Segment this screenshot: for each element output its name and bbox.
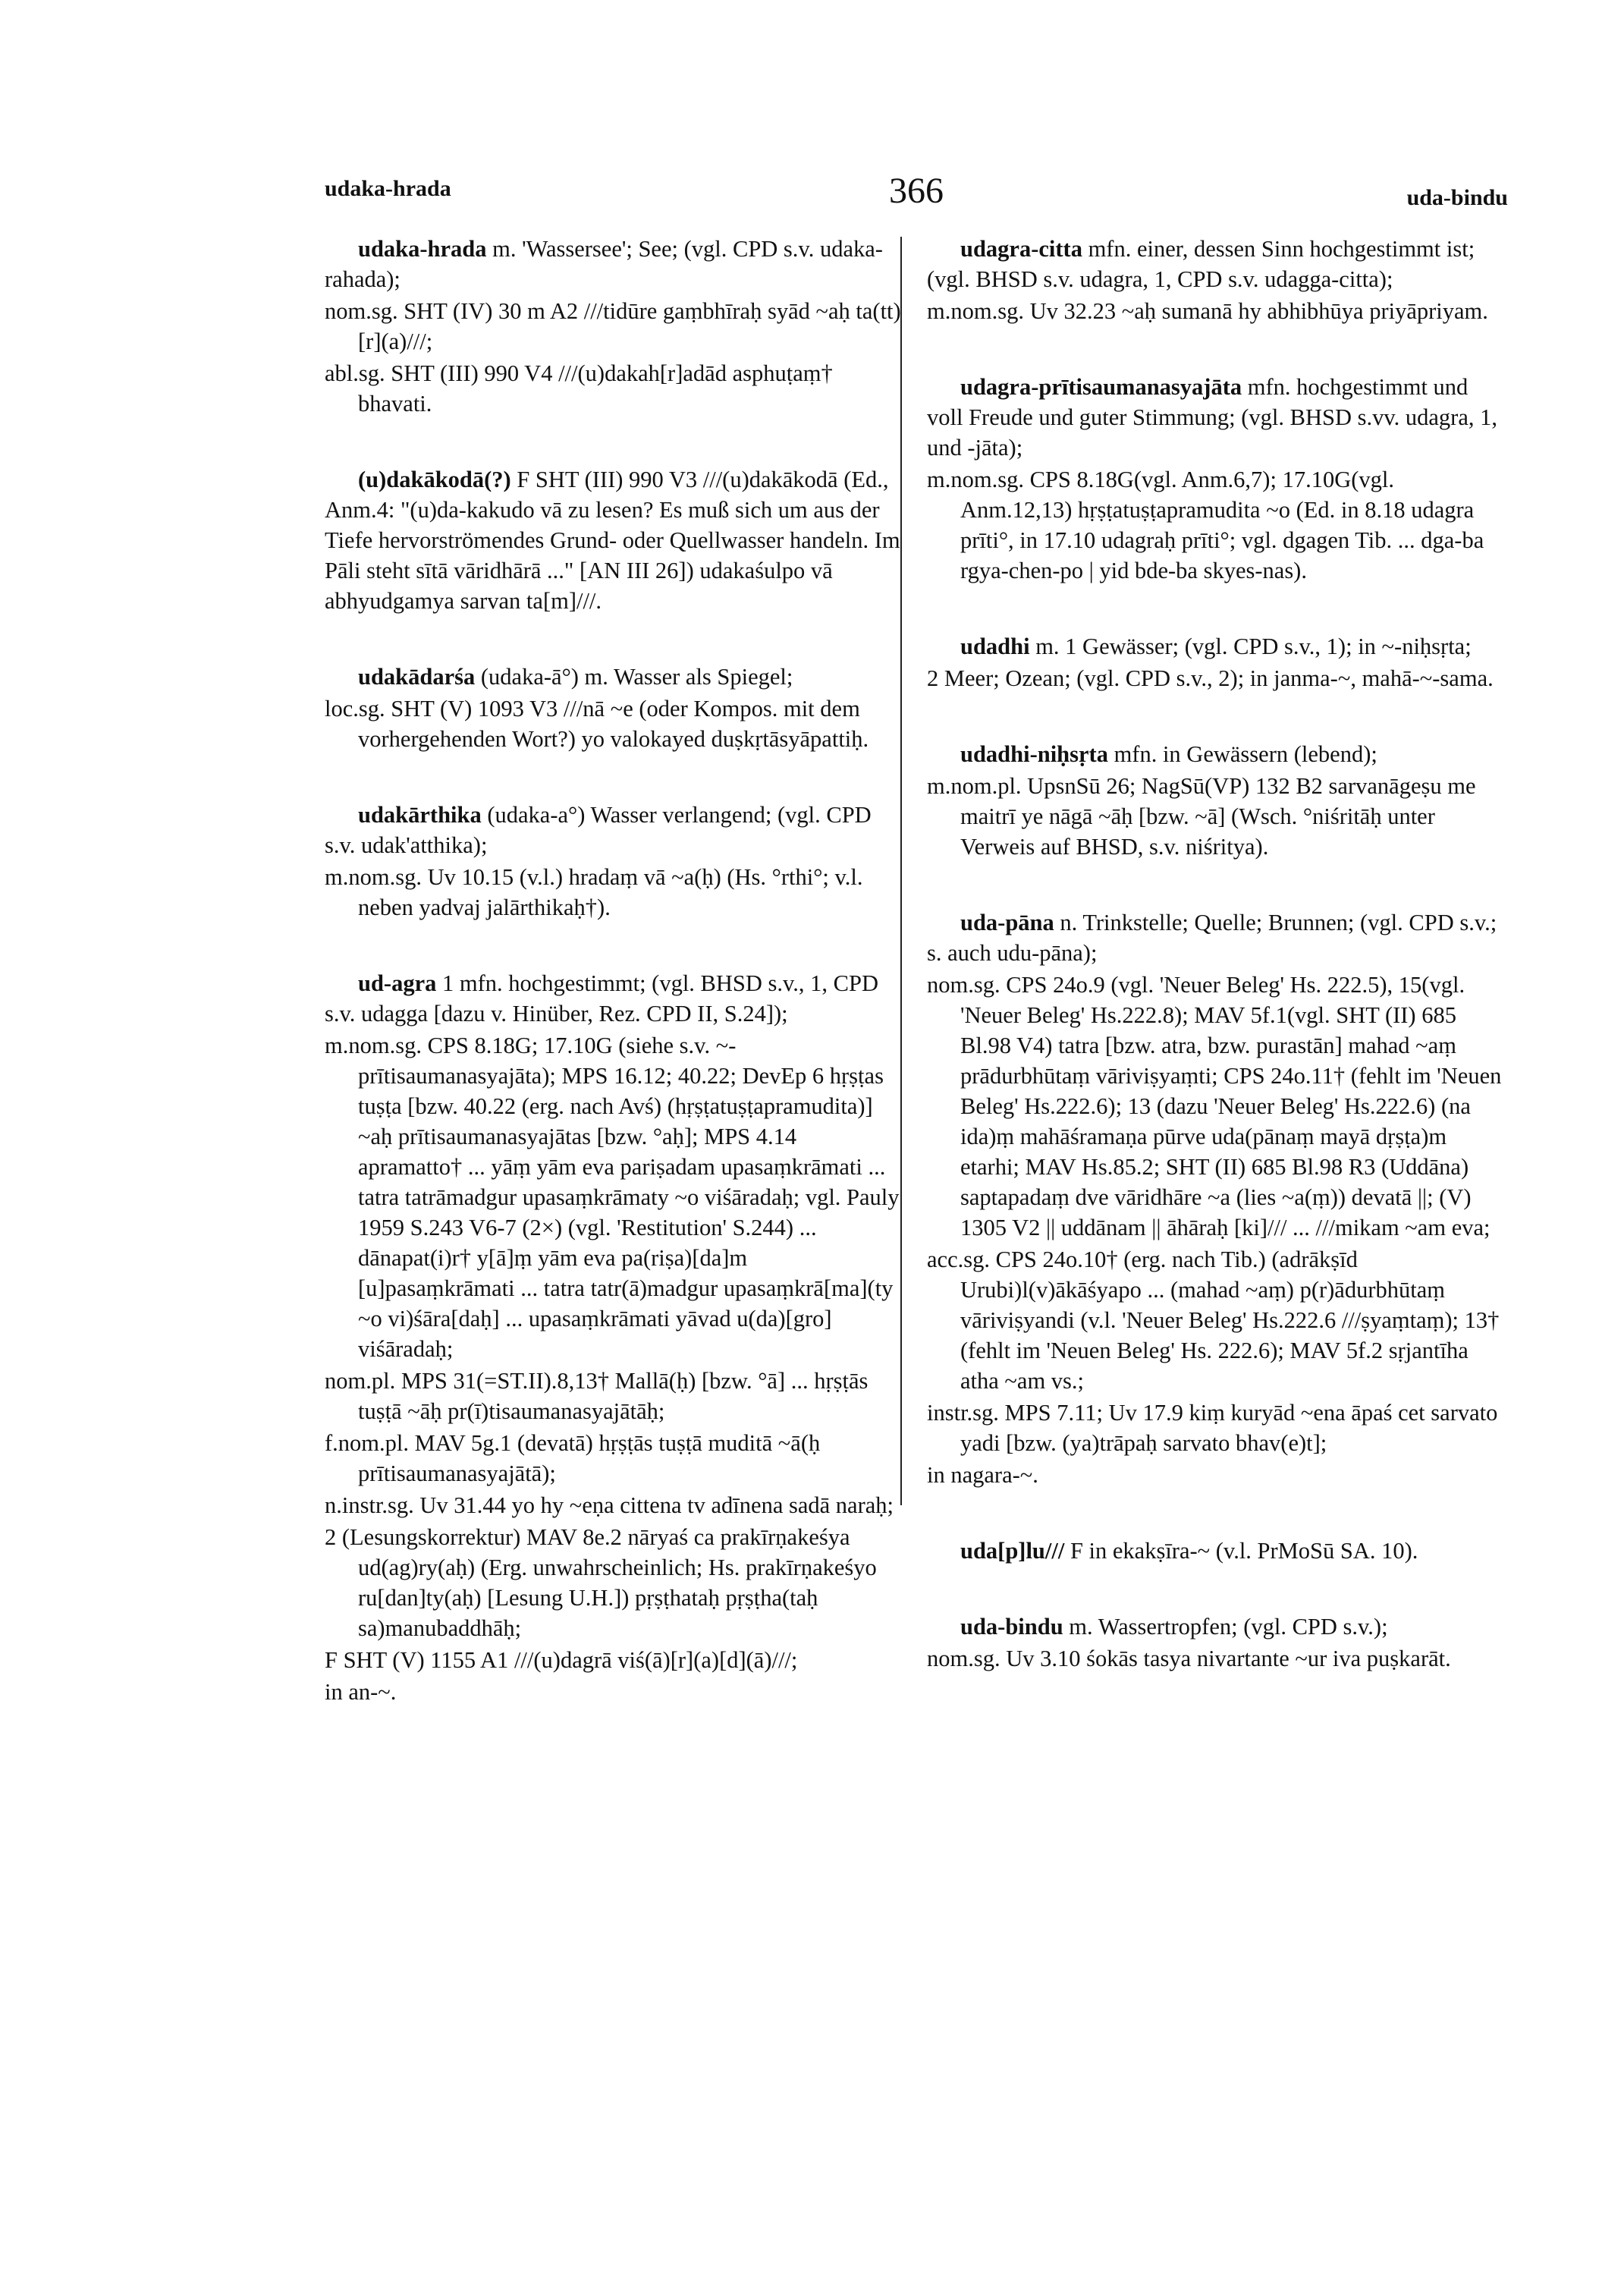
entry-line — [927, 372, 1503, 463]
headword: udakādarśa — [358, 664, 476, 690]
entry-line: n.instr.sg. Uv 31.44 yo hy ~eṇa cittena tv adīnena sadā naraḥ; — [325, 1492, 894, 1518]
entry-text: mfn. hochgestimmt und voll Freude und guter Stimmung; (vgl. BHSD s.vv. udagra, 1, und -jāta); — [927, 374, 1498, 461]
entry-text: m. 'Wassersee'; See; (vgl. CPD s.v. udaka-rahada); — [325, 236, 883, 292]
headword: udaka-hrada — [358, 236, 487, 262]
left-guide-word: udaka-hrada — [325, 176, 451, 201]
headword: uda[p]lu/// — [960, 1538, 1065, 1564]
headword: udadhi — [960, 634, 1030, 659]
entry-line: in an-~. — [325, 1679, 397, 1705]
entry-udagra-citta — [927, 234, 1503, 326]
entry-line: nom.pl. MPS 31(=ST.II).8,13† Mallā(ḥ) [bzw. °ā] ... hṛṣṭās tuṣṭā ~āḥ pr(ī)tisaumanasyajātāḥ; — [325, 1368, 869, 1424]
entry-line — [325, 234, 901, 294]
entry-line: acc.sg. CPS 24o.10† (erg. nach Tib.) (adrākṣīd Urubi)l(v)ākāśyapo ... (mahad ~aṃ) p(r)ādurbhūtaṃ vāriviṣyandi (v.l. 'Neuer Beleg' Hs.222.6 ///ṣyaṃtaṃ); 13† (fehlt im 'Neuen Beleg' Hs. 222.6); MAV 5f.2 sṛjantīha atha ~am vs.; — [927, 1247, 1500, 1394]
entry-line: 2 (Lesungskorrektur) MAV 8e.2 nāryaś ca prakīrṇakeśya ud(ag)ry(aḥ) (Erg. unwahrscheinlich; Hs. prakīrṇakeśyo ru[dan]ty(aḥ) [Lesung U.H.]) pṛṣṭhataḥ pṛṣṭha(taḥ sa)manubaddhāḥ; — [325, 1524, 877, 1641]
entry-line — [325, 662, 901, 692]
entry-udakarthika — [325, 800, 901, 923]
entry-line: m.nom.sg. CPS 8.18G(vgl. Anm.6,7); 17.10G(vgl. Anm.12,13) hṛṣṭatuṣṭapramudita ~o (Ed. in 8.18 udagra prīti°, in 17.10 udagraḥ prīti°; vgl. dgagen Tib. ... dga-ba rgya-chen-po | yid bde-ba skyes-nas). — [927, 467, 1484, 583]
entry-text: mfn. einer, dessen Sinn hochgestimmt ist; (vgl. BHSD s.v. udagra, 1, CPD s.v. udagga-citta); — [927, 236, 1475, 292]
entry-line: m.nom.sg. Uv 32.23 ~aḥ sumanā hy abhibhūya priyāpriyam. — [927, 298, 1488, 324]
entry-text: mfn. in Gewässern (lebend); — [1107, 741, 1377, 767]
entry-line: instr.sg. MPS 7.11; Uv 17.9 kiṃ kuryād ~ena āpaś cet sarvato yadi [bzw. (ya)trāpaḥ sarvato bhav(e)t]; — [927, 1400, 1498, 1456]
entry-udadhi — [927, 631, 1503, 693]
headword: (u)dakākodā(?) — [358, 467, 511, 492]
entry-line: nom.sg. Uv 3.10 śokās tasya nivartante ~ur iva puṣkarāt. — [927, 1646, 1451, 1671]
entry-udagra-pritisaumanasyajata — [927, 372, 1503, 586]
right-column — [927, 234, 1503, 1719]
entry-line: f.nom.pl. MAV 5g.1 (devatā) hṛṣṭās tuṣṭā muditā ~ā(ḥ prītisaumanasyajātā); — [325, 1430, 821, 1486]
entry-line — [927, 1536, 1503, 1566]
entry-line — [325, 464, 901, 616]
entry-udaka-hrada — [325, 234, 901, 419]
left-column — [325, 234, 901, 1753]
headword: udakārthika — [358, 802, 482, 828]
entry-line: F SHT (V) 1155 A1 ///(u)dagrā viś(ā)[r](a)[d](ā)///; — [325, 1647, 798, 1673]
entry-text: F in ekakṣīra-~ (v.l. PrMoSū SA. 10). — [1064, 1538, 1418, 1564]
entry-text: (udaka-a°) Wasser verlangend; (vgl. CPD s.v. udak'atthika); — [325, 802, 872, 858]
entry-line — [325, 968, 901, 1029]
entry-line — [927, 234, 1503, 294]
entry-line — [325, 800, 901, 860]
headword: udagra-citta — [960, 236, 1082, 262]
entry-udakakoda — [325, 464, 901, 616]
entry-text: F SHT (III) 990 V3 ///(u)dakākodā (Ed., Anm.4: "(u)da-kakudo vā zu lesen? Es muß sich um aus der Tiefe hervorströmendes Grund- oder Quellwasser handeln. Im Pāli steht sītā vāridhārā ..." [AN III 26]) udakaśulpo vā abhyudgamya sarvan ta[m]///. — [325, 467, 900, 614]
entry-text: m. Wassertropfen; (vgl. CPD s.v.); — [1063, 1614, 1388, 1640]
right-guide-word: uda-bindu — [1406, 185, 1508, 210]
entry-line: abl.sg. SHT (III) 990 V4 ///(u)dakah[r]adād asphuṭaṃ† bhavati. — [325, 360, 833, 417]
entry-line — [927, 907, 1503, 968]
entry-line: nom.sg. CPS 24o.9 (vgl. 'Neuer Beleg' Hs. 222.5), 15(vgl. 'Neuer Beleg' Hs.222.8); MAV 5f.1(vgl. SHT (II) 685 Bl.98 V4) tatra [bzw. atra, bzw. purastān] mahad ~aṃ prādurbhūtaṃ vāriviṣyaṃti; CPS 24o.11† (fehlt im 'Neuen Beleg' Hs.222.6); 13 (dazu 'Neuer Beleg' Hs.222.6) (na ida)ṃ mahāśramaṇa pūrve uda(pānaṃ mayā dṛṣṭa)m etarhi; MAV Hs.85.2; SHT (II) 685 Bl.98 R3 (Uddāna) saptapadaṃ dve vāridhāre ~a (lies ~a(ṃ)) devatā ||; (V) 1305 V2 || uddānam || āhāraḥ [ki]/// ... ///mikam ~am eva; — [927, 972, 1502, 1240]
headword: udadhi-niḥsṛta — [960, 741, 1108, 767]
page-number: 366 — [889, 171, 944, 211]
entry-udadhi-nihsrta — [927, 739, 1503, 862]
entry-line: m.nom.sg. CPS 8.18G; 17.10G (siehe s.v. ~-prītisaumanasyajāta); MPS 16.12; 40.22; DevEp 6 hṛṣṭas tuṣṭa [bzw. 40.22 (erg. nach Avś) (hṛṣṭatuṣṭapramudita)] ~aḥ prītisaumanasyajātas [bzw. °aḥ]; MPS 4.14 apramatto† ... yāṃ yām eva pariṣadam upasaṃkrāmati ... tatra tatrāmadgur upasaṃkrāmaty ~o viśāradaḥ; vgl. Pauly 1959 S.243 V6-7 (2×) (vgl. 'Restitution' S.244) ... dānapat(i)r† y[ā]ṃ yām eva pa(riṣa)[da]m [u]pasaṃkrāmati ... tatra tatr(ā)madgur upasaṃkrā[ma](ty ~o vi)śāra[daḥ] ... upasaṃkrāmati yāvad u(da)[gro] viśāradaḥ; — [325, 1033, 900, 1362]
entry-line: m.nom.pl. UpsnSū 26; NagSū(VP) 132 B2 sarvanāgeṣu me maitrī ye nāgā ~āḥ [bzw. ~ā] (Wsch. °niśritāḥ unter Verweis auf BHSD, s.v. niśritya). — [927, 773, 1476, 860]
entry-udakadarsa — [325, 662, 901, 754]
entry-line — [927, 739, 1503, 769]
headword: udagra-prītisaumanasyajāta — [960, 374, 1242, 400]
entry-text: n. Trinkstelle; Quelle; Brunnen; (vgl. CPD s.v.; s. auch udu-pāna); — [927, 910, 1497, 966]
entry-text: m. 1 Gewässer; (vgl. CPD s.v., 1); in ~-niḥsṛta; — [1029, 634, 1472, 659]
entry-text: 1 mfn. hochgestimmt; (vgl. BHSD s.v., 1, CPD s.v. udagga [dazu v. Hinüber, Rez. CPD II, S.24]); — [325, 970, 879, 1027]
entry-line: nom.sg. SHT (IV) 30 m A2 ///tidūre gaṃbhīraḥ syād ~aḥ ta(tt)[r](a)///; — [325, 298, 901, 354]
headword: ud-agra — [358, 970, 437, 996]
entry-udaplu — [927, 1536, 1503, 1566]
entry-line: 2 Meer; Ozean; (vgl. CPD s.v., 2); in janma-~, mahā-~-sama. — [927, 665, 1494, 691]
entry-uda-pana — [927, 907, 1503, 1490]
entry-ud-agra — [325, 968, 901, 1707]
entry-line: m.nom.sg. Uv 10.15 (v.l.) hradaṃ vā ~a(ḥ) (Hs. °rthi°; v.l. neben yadvaj jalārthikaḥ†). — [325, 864, 863, 920]
page-header — [325, 171, 1508, 222]
headword: uda-bindu — [960, 1614, 1063, 1640]
entry-line: loc.sg. SHT (V) 1093 V3 ///nā ~e (oder Kompos. mit dem vorhergehenden Wort?) yo valokayed duṣkṛtāsyāpattiḥ. — [325, 696, 869, 752]
headword: uda-pāna — [960, 910, 1054, 935]
entry-line — [927, 631, 1503, 662]
entry-uda-bindu — [927, 1611, 1503, 1674]
entry-line — [927, 1611, 1503, 1642]
entry-text: (udaka-ā°) m. Wasser als Spiegel; — [475, 664, 793, 690]
entry-line: in nagara-~. — [927, 1462, 1038, 1488]
